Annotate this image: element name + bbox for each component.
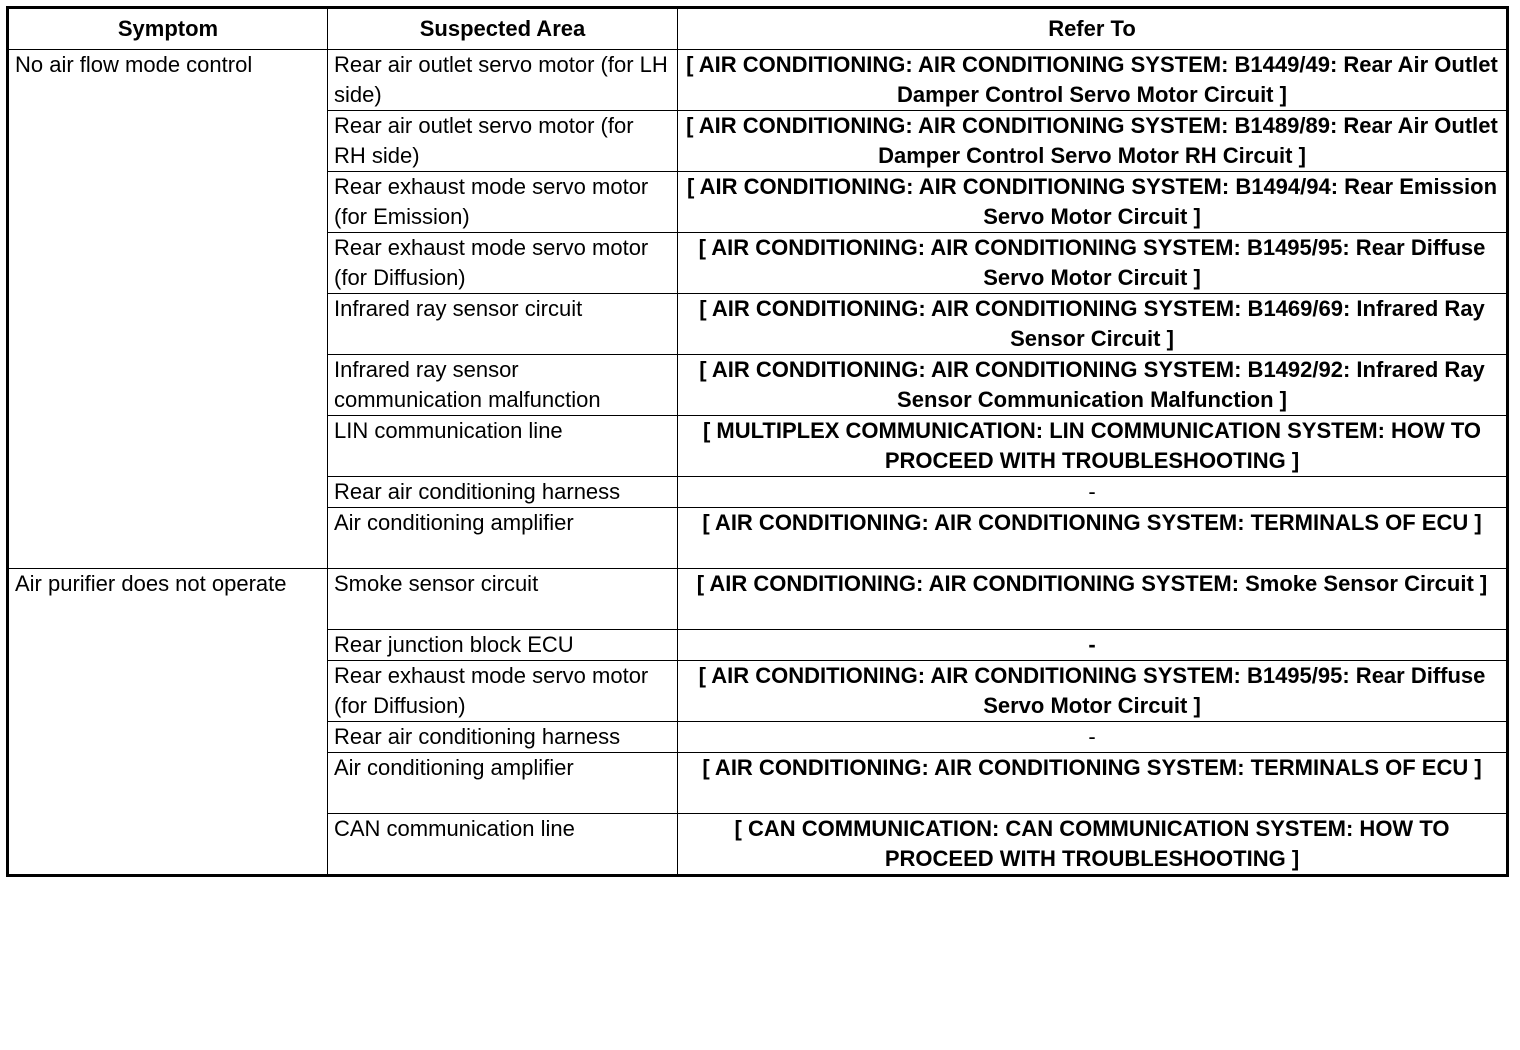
refer-to-link[interactable]: [ AIR CONDITIONING: AIR CONDITIONING SYSTEM: B1494/94: Rear Emission Servo Motor Circuit ] bbox=[678, 172, 1508, 233]
refer-to-link[interactable]: [ AIR CONDITIONING: AIR CONDITIONING SYSTEM: TERMINALS OF ECU ] bbox=[678, 508, 1508, 569]
refer-to-link[interactable]: [ AIR CONDITIONING: AIR CONDITIONING SYSTEM: B1469/69: Infrared Ray Sensor Circuit ] bbox=[678, 294, 1508, 355]
refer-to-link[interactable]: [ AIR CONDITIONING: AIR CONDITIONING SYSTEM: TERMINALS OF ECU ] bbox=[678, 753, 1508, 814]
header-symptom: Symptom bbox=[8, 8, 328, 50]
suspected-area-cell: Rear air outlet servo motor (for LH side) bbox=[328, 50, 678, 111]
refer-to-link[interactable]: [ AIR CONDITIONING: AIR CONDITIONING SYSTEM: B1492/92: Infrared Ray Sensor Communication Malfunction ] bbox=[678, 355, 1508, 416]
suspected-area-cell: Rear exhaust mode servo motor (for Diffusion) bbox=[328, 661, 678, 722]
table-row bbox=[8, 569, 1508, 630]
refer-to-dash: - bbox=[678, 477, 1508, 508]
refer-to-link[interactable]: [ AIR CONDITIONING: AIR CONDITIONING SYSTEM: Smoke Sensor Circuit ] bbox=[678, 569, 1508, 630]
suspected-area-cell: Rear exhaust mode servo motor (for Diffusion) bbox=[328, 233, 678, 294]
refer-to-link[interactable]: [ AIR CONDITIONING: AIR CONDITIONING SYSTEM: B1495/95: Rear Diffuse Servo Motor Circuit ] bbox=[678, 233, 1508, 294]
refer-to-dash: - bbox=[678, 722, 1508, 753]
refer-to-link[interactable]: [ AIR CONDITIONING: AIR CONDITIONING SYSTEM: B1495/95: Rear Diffuse Servo Motor Circuit ] bbox=[678, 661, 1508, 722]
troubleshooting-table bbox=[6, 6, 1509, 877]
suspected-area-cell: Smoke sensor circuit bbox=[328, 569, 678, 630]
refer-to-link[interactable]: [ AIR CONDITIONING: AIR CONDITIONING SYSTEM: B1489/89: Rear Air Outlet Damper Control Servo Motor RH Circuit ] bbox=[678, 111, 1508, 172]
header-row bbox=[8, 8, 1508, 50]
suspected-area-cell: Rear junction block ECU bbox=[328, 630, 678, 661]
header-refer-to: Refer To bbox=[678, 8, 1508, 50]
refer-to-link[interactable]: [ MULTIPLEX COMMUNICATION: LIN COMMUNICATION SYSTEM: HOW TO PROCEED WITH TROUBLESHOOTING ] bbox=[678, 416, 1508, 477]
table-row bbox=[8, 50, 1508, 111]
suspected-area-cell: Air conditioning amplifier bbox=[328, 508, 678, 569]
suspected-area-cell: Infrared ray sensor communication malfunction bbox=[328, 355, 678, 416]
suspected-area-cell: LIN communication line bbox=[328, 416, 678, 477]
refer-to-link[interactable]: [ CAN COMMUNICATION: CAN COMMUNICATION SYSTEM: HOW TO PROCEED WITH TROUBLESHOOTING ] bbox=[678, 814, 1508, 876]
header-suspected-area: Suspected Area bbox=[328, 8, 678, 50]
refer-to-dash: - bbox=[678, 630, 1508, 661]
symptom-cell: No air flow mode control bbox=[8, 50, 328, 569]
suspected-area-cell: CAN communication line bbox=[328, 814, 678, 876]
suspected-area-cell: Rear air conditioning harness bbox=[328, 477, 678, 508]
suspected-area-cell: Rear air conditioning harness bbox=[328, 722, 678, 753]
suspected-area-cell: Air conditioning amplifier bbox=[328, 753, 678, 814]
suspected-area-cell: Infrared ray sensor circuit bbox=[328, 294, 678, 355]
suspected-area-cell: Rear air outlet servo motor (for RH side) bbox=[328, 111, 678, 172]
suspected-area-cell: Rear exhaust mode servo motor (for Emission) bbox=[328, 172, 678, 233]
symptom-cell: Air purifier does not operate bbox=[8, 569, 328, 876]
refer-to-link[interactable]: [ AIR CONDITIONING: AIR CONDITIONING SYSTEM: B1449/49: Rear Air Outlet Damper Control Servo Motor Circuit ] bbox=[678, 50, 1508, 111]
